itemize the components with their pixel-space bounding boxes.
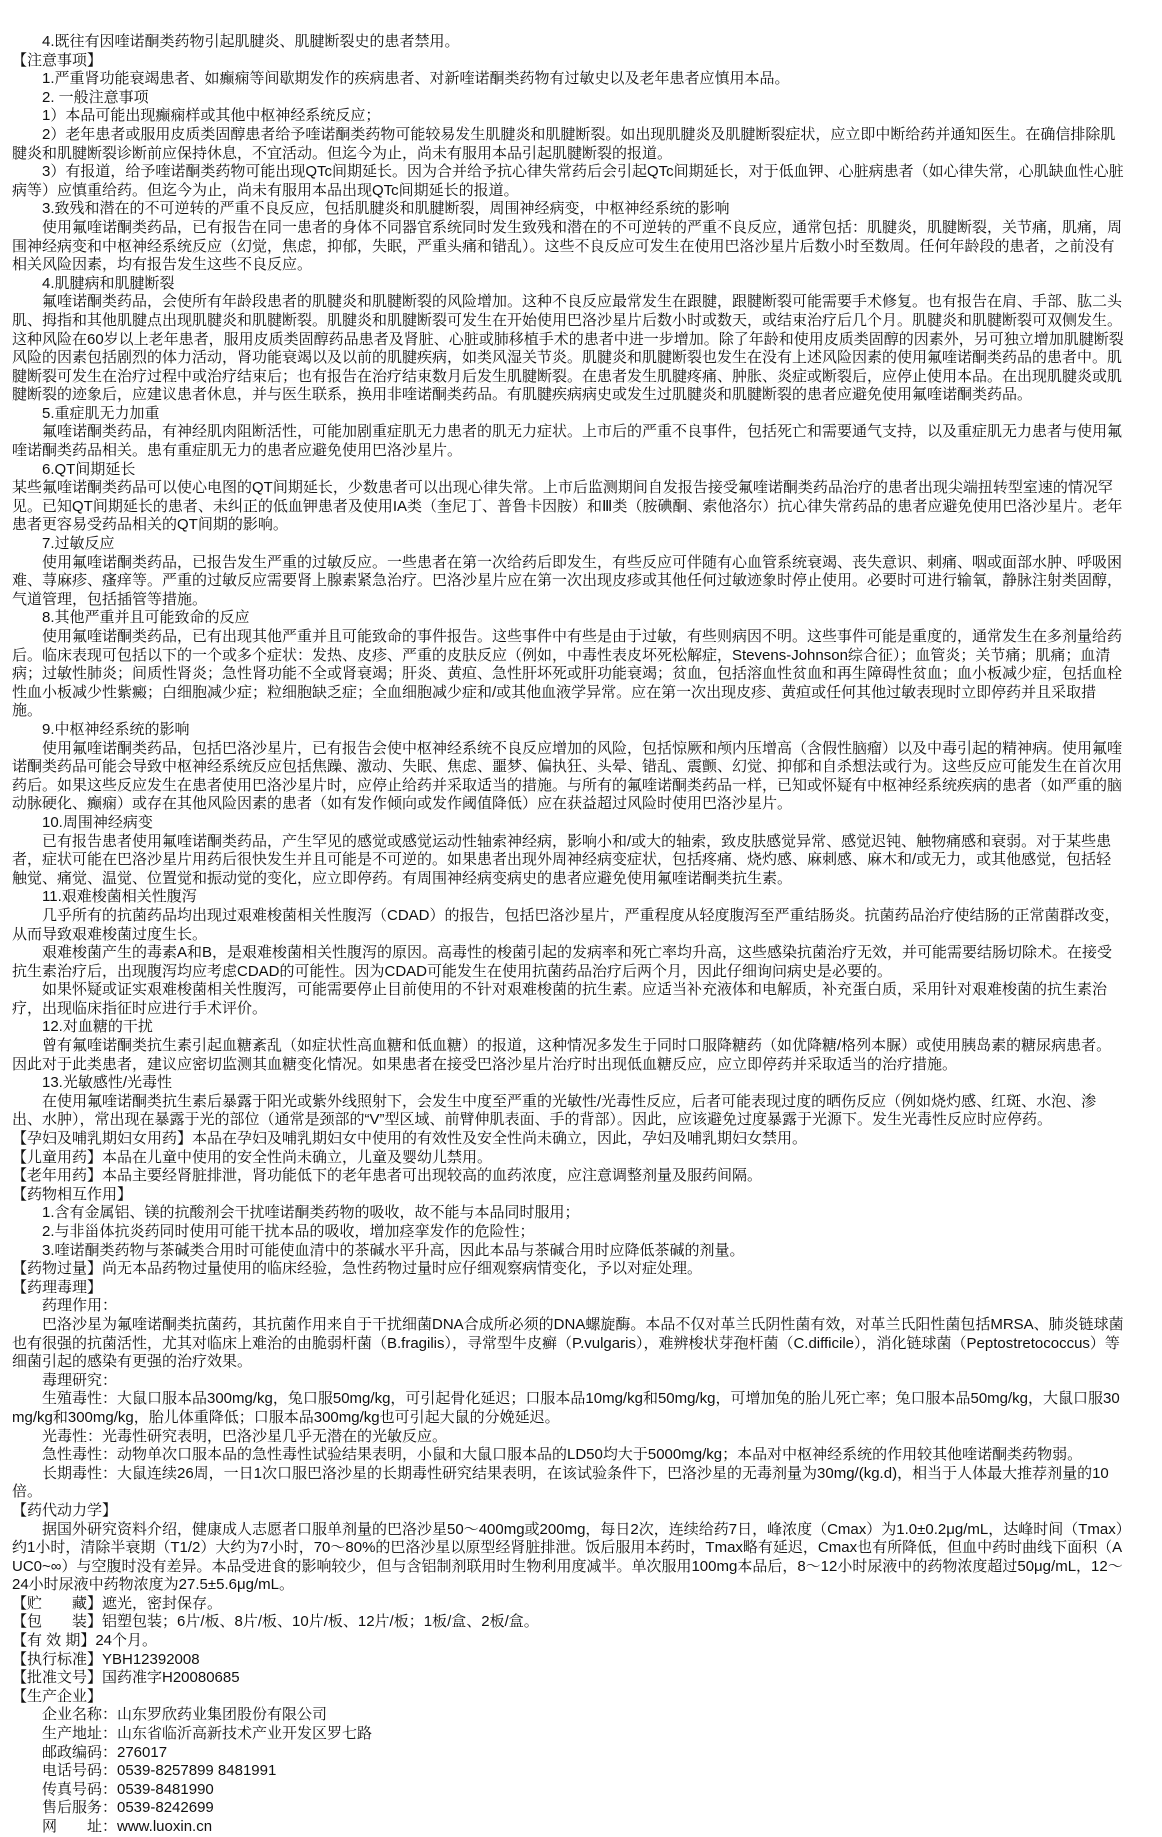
body-paragraph: 生产地址：山东省临沂高新技术产业开发区罗七路 [42, 1725, 373, 1743]
body-paragraph: 毒理研究： [42, 1371, 118, 1389]
body-paragraph: 3.致残和潜在的不可逆转的严重不良反应，包括肌腱炎和肌腱断裂，周围神经病变，中枢神经系统的影响 [42, 200, 730, 218]
body-paragraph: 5.重症肌无力加重 [42, 404, 160, 422]
body-paragraph: 2.与非甾体抗炎药同时使用可能干扰本品的吸收，增加痉挛发作的危险性； [42, 1223, 535, 1240]
body-paragraph: 2. 一般注意事项 [42, 88, 149, 106]
body-paragraph: 使用氟喹诺酮类药品，包括巴洛沙星片，已有报告会使中枢神经系统不良反应增加的风险，包括惊厥和颅内压增高（含假性脑瘤）以及中毒引起的精神病。使用氟喹诺酮类药品可能会导致中枢神经系统反应包括焦躁、激动、失眠、焦虑、噩梦、偏执狂、头晕、错乱、震颤、幻觉、抑郁和自杀想法或行为。这些反应可能发生在首次用药后。如果这些反应发生在患者使用巴洛沙星片时，应停止给药并采取适当的措施。与所有的氟喹诺酮类药品一样，已知或怀疑有中枢神经系统疾病的患者（如严重的脑动脉硬化、癫痫）或存在其他风险因素的患者（如有发作倾向或发作阈值降低）应在获益超过风险时使用巴洛沙星片。 [12, 739, 1123, 813]
body-paragraph: 传真号码：0539-8481990 [42, 1780, 214, 1798]
body-paragraph: 曾有氟喹诺酮类抗生素引起血糖紊乱（如症状性高血糖和低血糖）的报道，这种情况多发生于同时口服降糖药（如优降糖/格列本脲）或使用胰岛素的糖尿病患者。因此对于此类患者，建议应密切监测其血糖变化情况。如果患者在接受巴洛沙星片治疗时出现低血糖反应，应立即停药并采取适当的治疗措施。 [12, 1037, 1112, 1073]
body-paragraph: 使用氟喹诺酮类药品，已有出现其他严重并且可能致命的事件报告。这些事件中有些是由于过敏，有些则病因不明。这些事件可能是重度的，通常发生在多剂量给药后。临床表现可包括以下的一个或多个症状：发热、皮疹、严重的皮肤反应（例如，中毒性表皮坏死松解症，Stevens-Johnson综合征）；血管炎；关节痛；肌痛；血清病；过敏性肺炎；间质性肾炎；急性肾功能不全或肾衰竭；肝炎、黄疸、急性肝坏死或肝功能衰竭；贫血，包括溶血性贫血和再生障碍性贫血；血小板减少症，包括血栓性血小板减少性紫癜；白细胞减少症；粒细胞缺乏症；全血细胞减少症和/或其他血液学异常。应在第一次出现皮疹、黄疸或任何其他过敏表现时立即停药并且采取措施。 [12, 628, 1123, 720]
section-heading-paragraph: 【注意事项】 [12, 51, 103, 69]
body-paragraph: 8.其他严重并且可能致命的反应 [42, 609, 250, 627]
body-paragraph: 1.含有金属铝、镁的抗酸剂会干扰喹诺酮类药物的吸收，故不能与本品同时服用； [42, 1204, 580, 1222]
body-paragraph: 长期毒性：大鼠连续26周，一日1次口服巴洛沙星的长期毒性研究结果表明，在该试验条件下，巴洛沙星的无毒剂量为30mg/(kg.d)，相当于人体最大推荐剂量的10倍。 [12, 1464, 1109, 1501]
body-paragraph: 邮政编码：276017 [42, 1743, 168, 1761]
body-paragraph: 1）本品可能出现癫痫样或其他中枢神经系统反应； [42, 107, 381, 125]
section-heading-paragraph: 【批准文号】国药准字H20080685 [12, 1669, 240, 1687]
body-paragraph: 3.喹诺酮类药物与茶碱类合用时可能使血清中的茶碱水平升高，因此本品与茶碱合用时应降低茶碱的剂量。 [42, 1241, 745, 1259]
section-heading-paragraph: 【包 装】铝塑包装；6片/板、8片/板、10片/板、12片/板；1板/盒、2板/盒。 [12, 1613, 539, 1631]
body-paragraph: 某些氟喹诺酮类药品可以使心电图的QT间期延长，少数患者可以出现心律失常。上市后监测期间自发报告接受氟喹诺酮类药品治疗的患者出现尖端扭转型室速的情况罕见。已知QT间期延长的患者、未纠正的低血钾患者及使用IA类（奎尼丁、普鲁卡因胺）和Ⅲ类（胺碘酮、索他洛尔）抗心律失常药品的患者应避免使用巴洛沙星片。老年患者更容易受药品相关的QT间期的影响。 [12, 479, 1123, 534]
section-heading-paragraph: 【贮 藏】遮光，密封保存。 [12, 1594, 223, 1612]
body-paragraph: 11.艰难梭菌相关性腹泻 [42, 888, 197, 906]
section-heading-paragraph: 【儿童用药】本品在儿童中使用的安全性尚未确立，儿童及婴幼儿禁用。 [12, 1148, 493, 1166]
body-paragraph: 几乎所有的抗菌药品均出现过艰难梭菌相关性腹泻（CDAD）的报告，包括巴洛沙星片，严重程度从轻度腹泻至严重结肠炎。抗菌药品治疗使结肠的正常菌群改变，从而导致艰难梭菌过度生长。 [12, 906, 1120, 943]
body-paragraph: 使用氟喹诺酮类药品，已报告发生严重的过敏反应。一些患者在第一次给药后即发生，有些反应可伴随有心血管系统衰竭、丧失意识、刺痛、咽或面部水肿、呼吸困难、荨麻疹、瘙痒等。严重的过敏反应需要肾上腺素紧急治疗。巴洛沙星片应在第一次出现皮疹或其他任何过敏迹象时停止使用。必要时可进行输氧，静脉注射类固醇，气道管理，包括插管等措施。 [12, 553, 1123, 608]
body-paragraph: 巴洛沙星为氟喹诺酮类抗菌药，其抗菌作用来自于干扰细菌DNA合成所必须的DNA螺旋酶。本品不仅对革兰氏阴性菌有效，对革兰氏阳性菌包括MRSA、肺炎链球菌也有很强的抗菌活性，尤其对临床上难治的由脆弱杆菌（B.fragilis），寻常型牛皮癣（P.vulgaris），难辨梭状芽孢杆菌（C.difficile），消化链球菌（Peptostretococcus）等细菌引起的感染有更强的治疗效果。 [12, 1315, 1124, 1371]
section-heading-paragraph: 【药理毒理】 [12, 1278, 103, 1296]
body-paragraph: 艰难梭菌产生的毒素A和B，是艰难梭菌相关性腹泻的原因。高毒性的梭菌引起的发病率和死亡率均升高，这些感染抗菌治疗无效，并可能需要结肠切除术。在接受抗生素治疗后，出现腹泻均应考虑CDAD的可能性。因为CDAD可能发生在使用抗菌药品治疗后两个月，因此仔细询问病史是必要的。 [12, 944, 1113, 980]
body-paragraph: 4.肌腱病和肌腱断裂 [42, 274, 175, 292]
section-heading-paragraph: 【生产企业】 [12, 1687, 103, 1705]
body-paragraph: 13.光敏感性/光毒性 [42, 1074, 173, 1092]
body-paragraph: 9.中枢神经系统的影响 [42, 720, 190, 738]
body-paragraph: 7.过敏反应 [42, 535, 115, 553]
body-paragraph: 企业名称：山东罗欣药业集团股份有限公司 [42, 1706, 328, 1724]
body-paragraph: 6.QT间期延长 [42, 460, 136, 478]
body-paragraph: 氟喹诺酮类药品，会使所有年龄段患者的肌腱炎和肌腱断裂的风险增加。这种不良反应最常发生在跟腱，跟腱断裂可能需要手术修复。也有报告在肩、手部、肱二头肌、拇指和其他肌腱点出现肌腱炎和肌腱断裂。肌腱炎和肌腱断裂可发生在开始使用巴洛沙星片后数小时或数天，或结束治疗后几个月。肌腱炎和肌腱断裂可双侧发生。这种风险在60岁以上老年患者，服用皮质类固醇药品患者及肾脏、心脏或肺移植手术的患者中进一步增加。除了年龄和使用皮质类固醇的因素外，另可独立增加肌腱断裂风险的因素包括剧烈的体力活动，肾功能衰竭以及以前的肌腱疾病，如类风湿关节炎。肌腱炎和肌腱断裂也发生在没有上述风险因素的使用氟喹诺酮类药品的患者中。肌腱断裂可发生在治疗过程中或治疗结束后；也有报告在治疗结束数月后发生肌腱断裂。在患者发生肌腱疼痛、肿胀、炎症或断裂后，应停止使用本品。在出现肌腱炎或肌腱断裂的迹象后，应建议患者休息，并与医生联系，换用非喹诺酮类药品。有肌腱疾病病史或发生过肌腱炎和肌腱断裂的患者应避免使用氟喹诺酮类药品。 [12, 293, 1124, 404]
body-paragraph: 如果怀疑或证实艰难梭菌相关性腹泻，可能需要停止目前使用的不针对艰难梭菌的抗生素。应适当补充液体和电解质，补充蛋白质，采用针对艰难梭菌的抗生素治疗，出现临床指征时应进行手术评价。 [12, 981, 1108, 1017]
document-body [12, 33, 1124, 1837]
section-heading-paragraph: 【执行标准】YBH12392008 [12, 1650, 200, 1668]
body-paragraph: 3）有报道，给予喹诺酮类药物可能出现QTc间期延长。因为合并给予抗心律失常药后会引起QTc间期延长，对于低血钾、心脏病患者（如心律失常，心肌缺血性心脏病等）应慎重给药。但迄今为止，尚未有服用本品出现QTc间期延长的报道。 [12, 163, 1124, 199]
body-paragraph: 据国外研究资料介绍，健康成人志愿者口服单剂量的巴洛沙星50～400mg或200mg，每日2次，连续给药7日，峰浓度（Cmax）为1.0±0.2μg/mL，达峰时间（Tmax）约1小时，清除半衰期（T1/2）大约为7小时，70～80%的巴洛沙星以原型经肾脏排泄。饭后服用本药时，Tmax略有延迟，Cmax也有所降低，但血中药时曲线下面积（AUC0~∞）与空腹时没有差异。本品受进食的影响较少，但与含铝制剂联用时生物利用度减半。单次服用100mg本品后，8～12小时尿液中的药物浓度超过50μg/mL，12～24小时尿液中药物浓度为27.5±5.6μg/mL。 [12, 1520, 1124, 1594]
body-paragraph: 网 址：www.luoxin.cn [42, 1818, 213, 1835]
body-paragraph: 光毒性：光毒性研究表明，巴洛沙星几乎无潜在的光敏反应。 [42, 1427, 448, 1445]
body-paragraph: 急性毒性：动物单次口服本品的急性毒性试验结果表明，小鼠和大鼠口服本品的LD50均大于5000mg/kg；本品对中枢神经系统的作用较其他喹诺酮类药物弱。 [42, 1446, 1083, 1464]
section-heading-paragraph: 【药物相互作用】 [12, 1185, 133, 1203]
body-paragraph: 12.对血糖的干扰 [42, 1018, 153, 1036]
body-paragraph: 10.周围神经病变 [42, 813, 153, 831]
body-paragraph: 2）老年患者或服用皮质类固醇患者给予喹诺酮类药物可能较易发生肌腱炎和肌腱断裂。如出现肌腱炎及肌腱断裂症状，应立即中断给药并通知医生。在确信排除肌腱炎和肌腱断裂诊断前应保持休息，不宜活动。但迄今为止，尚未有服用本品引起肌腱断裂的报道。 [12, 125, 1116, 162]
body-paragraph: 药理作用： [42, 1297, 118, 1315]
body-paragraph: 电话号码：0539-8257899 8481991 [42, 1762, 277, 1780]
section-heading-paragraph: 【有 效 期】24个月。 [12, 1632, 158, 1650]
body-paragraph: 在使用氟喹诺酮类抗生素后暴露于阳光或紫外线照射下，会发生中度至严重的光敏性/光毒性反应，后者可能表现过度的晒伤反应（例如烧灼感、红斑、水泡、渗出、水肿），常出现在暴露于光的部位（通常是颈部的“V”型区域、前臂伸肌表面、手的背部）。因此，应该避免过度暴露于光源下。发生光毒性反应时应停药。 [12, 1092, 1097, 1129]
body-paragraph: 生殖毒性：大鼠口服本品300mg/kg，兔口服50mg/kg，可引起骨化延迟；口服本品10mg/kg和50mg/kg，可增加兔的胎儿死亡率；兔口服本品50mg/kg，大鼠口服30mg/kg和300mg/kg，胎儿体重降低；口服本品300mg/kg也可引起大鼠的分娩延迟。 [12, 1390, 1120, 1426]
body-paragraph: 已有报告患者使用氟喹诺酮类药品，产生罕见的感觉或感觉运动性轴索神经病，影响小和/或大的轴索，致皮肤感觉异常、感觉迟钝、触物痛感和衰弱。对于某些患者，症状可能在巴洛沙星片用药后很快发生并且可能是不可逆的。如果患者出现外周神经病变症状，包括疼痛、烧灼感、麻刺感、麻木和/或无力，或其他感觉，包括轻触觉、痛觉、温觉、位置觉和振动觉的变化，应立即停药。有周围神经病变病史的患者应避免使用氟喹诺酮类抗生素。 [12, 832, 1112, 887]
section-heading-paragraph: 【药代动力学】 [12, 1501, 118, 1519]
body-paragraph: 氟喹诺酮类药品，有神经肌肉阻断活性，可能加剧重症肌无力患者的肌无力症状。上市后的严重不良事件，包括死亡和需要通气支持，以及重症肌无力患者与使用氟喹诺酮类药品相关。患有重症肌无力的患者应避免使用巴洛沙星片。 [12, 423, 1123, 460]
section-heading-paragraph: 【药物过量】尚无本品药物过量使用的临床经验，急性药物过量时应仔细观察病情变化，予以对症处理。 [12, 1260, 703, 1278]
body-paragraph: 1.严重肾功能衰竭患者、如癫痫等间歇期发作的疾病患者、对新喹诺酮类药物有过敏史以及老年患者应慎用本品。 [42, 70, 790, 88]
section-heading-paragraph: 【孕妇及哺乳期妇女用药】本品在孕妇及哺乳期妇女中使用的有效性及安全性尚未确立，因此，孕妇及哺乳期妇女禁用。 [12, 1130, 808, 1148]
body-paragraph: 售后服务：0539-8242699 [42, 1799, 214, 1817]
body-paragraph: 4.既往有因喹诺酮类药物引起肌腱炎、肌腱断裂史的患者禁用。 [42, 33, 460, 50]
section-heading-paragraph: 【老年用药】本品主要经肾脏排泄，肾功能低下的老年患者可出现较高的血药浓度，应注意调整剂量及服药间隔。 [12, 1167, 763, 1185]
body-paragraph: 使用氟喹诺酮类药品，已有报告在同一患者的身体不同器官系统同时发生致残和潜在的不可逆转的严重不良反应，通常包括：肌腱炎，肌腱断裂，关节痛，肌痛，周围神经病变和中枢神经系统反应（幻觉，焦虑，抑郁，失眠，严重头痛和错乱）。这些不良反应可发生在使用巴洛沙星片后数小时至数周。任何年龄段的患者，之前没有相关风险因素，均有报告发生这些不良反应。 [12, 218, 1123, 274]
